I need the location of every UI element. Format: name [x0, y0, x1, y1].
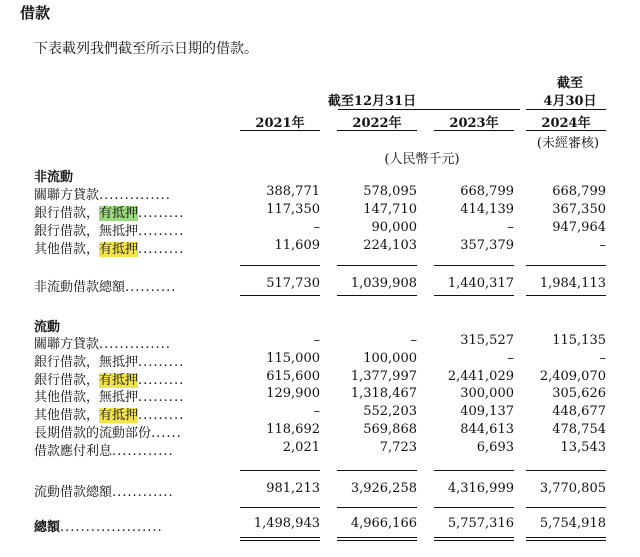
- c-total-2024: 3,770,805: [539, 481, 606, 496]
- leader-dots: ....................: [60, 520, 163, 535]
- col-underline: [337, 130, 417, 131]
- row-label-text: 其他借款，無抵押: [34, 390, 139, 406]
- cell-value: 947,964: [552, 220, 606, 235]
- leader-dots: ..........: [125, 280, 177, 295]
- cell-value: 615,600: [266, 368, 320, 384]
- col-header-2023: 2023年: [449, 116, 499, 131]
- row-label-text: 銀行借款，無抵押: [34, 354, 139, 370]
- double-rule: [434, 540, 514, 541]
- total-rule: [434, 295, 514, 296]
- cell-value: 357,379: [460, 238, 514, 253]
- cell-value: 129,900: [266, 386, 320, 402]
- subtotal-rule: [337, 265, 417, 266]
- subtotal-rule: [526, 470, 606, 471]
- row-label-text: 銀行借款，: [34, 372, 100, 388]
- unit-label: (人民幣千元): [384, 152, 460, 167]
- cell-value: 224,103: [363, 238, 417, 253]
- leader-dots: ..............: [99, 188, 171, 203]
- subtotal-rule: [434, 265, 514, 266]
- row-label: [34, 202, 184, 221]
- cell-value: 552,203: [363, 404, 417, 420]
- col-underline: [526, 130, 606, 131]
- row-label-text: 關聯方貸款: [34, 337, 100, 352]
- cell-value: –: [507, 350, 514, 366]
- leader-dots: .........: [138, 408, 185, 424]
- cell-value: –: [599, 350, 606, 366]
- cell-value: 300,000: [460, 386, 514, 402]
- cell-value: 6,693: [476, 439, 514, 455]
- total-label-text: 非流動借款總額: [34, 280, 126, 295]
- col-underline: [240, 130, 320, 131]
- cell-value: –: [313, 404, 320, 420]
- section-title: 借款: [20, 4, 51, 22]
- row-label: [34, 333, 171, 352]
- col-header-2022: 2022年: [352, 116, 402, 131]
- right-label-2: 4月30日: [543, 94, 597, 109]
- cell-value: 305,626: [552, 386, 606, 402]
- row-label: [34, 404, 184, 423]
- group-underline: [338, 109, 520, 110]
- cell-value: –: [313, 220, 320, 235]
- row-label: [34, 238, 184, 257]
- row-label: [34, 440, 174, 459]
- grand-total-2024: 5,754,918: [539, 516, 606, 531]
- col-header-2021: 2021年: [255, 116, 305, 131]
- c-total-2022: 3,926,258: [350, 481, 417, 496]
- cell-value: 315,527: [460, 333, 514, 348]
- leader-dots: ......: [151, 426, 182, 441]
- leader-dots: .........: [138, 242, 185, 257]
- total-rule: [526, 507, 606, 508]
- row-label-text: 長期借款的流動部份: [34, 426, 152, 441]
- cell-value: 367,350: [552, 202, 606, 217]
- cell-value: 569,868: [363, 422, 417, 437]
- double-rule: [337, 540, 417, 541]
- grand-total-2021: 1,498,943: [253, 516, 320, 531]
- cell-value: 100,000: [363, 350, 417, 366]
- subtotal-rule: [240, 470, 320, 471]
- c-total-2021: 981,213: [266, 481, 320, 496]
- cell-value: 668,799: [552, 184, 606, 199]
- highlighted-text: 有抵押: [99, 242, 139, 257]
- cell-value: 1,377,997: [350, 368, 417, 384]
- cell-value: 668,799: [460, 184, 514, 199]
- cell-value: –: [507, 220, 514, 235]
- current-heading: 流動: [34, 320, 61, 335]
- cell-value: 388,771: [266, 184, 320, 199]
- row-label-text: 銀行借款，無抵押: [34, 224, 139, 239]
- unaudited-note: (未經審核): [536, 136, 600, 151]
- row-label: [34, 220, 184, 239]
- leader-dots: ..............: [99, 337, 171, 352]
- row-label-text: 其他借款，: [34, 408, 100, 424]
- highlighted-text: 有抵押: [99, 372, 139, 388]
- leader-dots: ............: [112, 485, 174, 500]
- leader-dots: ............: [112, 443, 174, 459]
- row-label-text: 借款應付利息: [34, 443, 113, 459]
- cell-value: 409,137: [460, 404, 514, 420]
- right-label-1: 截至: [556, 76, 583, 91]
- intro-text: 下表載列我們截至所示日期的借款。: [34, 41, 258, 57]
- cell-value: 2,409,070: [539, 368, 606, 384]
- cell-value: 117,350: [266, 202, 320, 217]
- grand-total-2023: 5,757,316: [447, 516, 514, 531]
- cell-value: 414,139: [460, 202, 514, 217]
- double-rule: [526, 537, 606, 538]
- subtotal-rule: [337, 470, 417, 471]
- grand-total-label: [34, 516, 163, 535]
- cell-value: 11,609: [274, 238, 320, 253]
- cell-value: 90,000: [371, 220, 417, 235]
- total-rule: [434, 507, 514, 508]
- subtotal-rule: [526, 265, 606, 266]
- nc-total-2022: 1,039,908: [350, 276, 417, 291]
- nc-total-2021: 517,730: [266, 276, 320, 291]
- total-rule: [337, 507, 417, 508]
- c-total-2023: 4,316,999: [447, 481, 514, 496]
- subtotal-rule: [434, 470, 514, 471]
- non-current-heading: 非流動: [34, 170, 74, 185]
- highlighted-text: 有抵押: [99, 408, 139, 424]
- non-current-total-label: [34, 276, 176, 295]
- double-rule: [434, 537, 514, 538]
- row-label: [34, 422, 182, 441]
- cell-value: 478,754: [552, 422, 606, 437]
- right-underline: [526, 109, 606, 110]
- cell-value: –: [313, 333, 320, 348]
- subtotal-rule: [240, 265, 320, 266]
- cell-value: –: [410, 333, 417, 348]
- row-label-text: 銀行借款，: [34, 206, 100, 221]
- cell-value: 1,318,467: [350, 386, 417, 402]
- cell-value: 115,135: [552, 333, 606, 348]
- cell-value: 13,543: [560, 439, 606, 455]
- cell-value: 448,677: [552, 404, 606, 420]
- leader-dots: .........: [138, 372, 185, 388]
- double-rule: [240, 540, 320, 541]
- row-label: [34, 351, 184, 370]
- cell-value: –: [599, 238, 606, 253]
- col-underline: [434, 130, 514, 131]
- cell-value: 844,613: [460, 422, 514, 437]
- cell-value: 115,000: [266, 350, 320, 366]
- highlighted-text: 有抵押: [99, 206, 139, 221]
- grand-total-text: 總額: [34, 520, 61, 535]
- leader-dots: .........: [138, 390, 185, 406]
- cell-value: 2,441,029: [447, 368, 514, 384]
- row-label-text: 關聯方貸款: [34, 188, 100, 203]
- total-label-text: 流動借款總額: [34, 485, 113, 500]
- leader-dots: .........: [138, 224, 185, 239]
- row-label: [34, 369, 184, 388]
- row-label: [34, 184, 171, 203]
- nc-total-2024: 1,984,113: [539, 276, 606, 291]
- col-header-2024: 2024年: [541, 116, 591, 131]
- cell-value: 118,692: [266, 422, 320, 437]
- nc-total-2023: 1,440,317: [447, 276, 514, 291]
- cell-value: 2,021: [282, 439, 320, 455]
- double-rule: [526, 540, 606, 541]
- grand-total-2022: 4,966,166: [350, 516, 417, 531]
- total-rule: [240, 507, 320, 508]
- cell-value: 578,095: [363, 184, 417, 199]
- cell-value: 7,723: [379, 439, 417, 455]
- total-rule: [240, 295, 320, 296]
- total-rule: [526, 295, 606, 296]
- row-label-text: 其他借款，: [34, 242, 100, 257]
- total-rule: [337, 295, 417, 296]
- leader-dots: .........: [138, 206, 185, 221]
- group-label: 截至12月31日: [327, 94, 417, 109]
- cell-value: 147,710: [363, 202, 417, 217]
- double-rule: [240, 537, 320, 538]
- leader-dots: .........: [138, 354, 185, 370]
- row-label: [34, 386, 184, 405]
- current-total-label: [34, 481, 174, 500]
- double-rule: [337, 537, 417, 538]
